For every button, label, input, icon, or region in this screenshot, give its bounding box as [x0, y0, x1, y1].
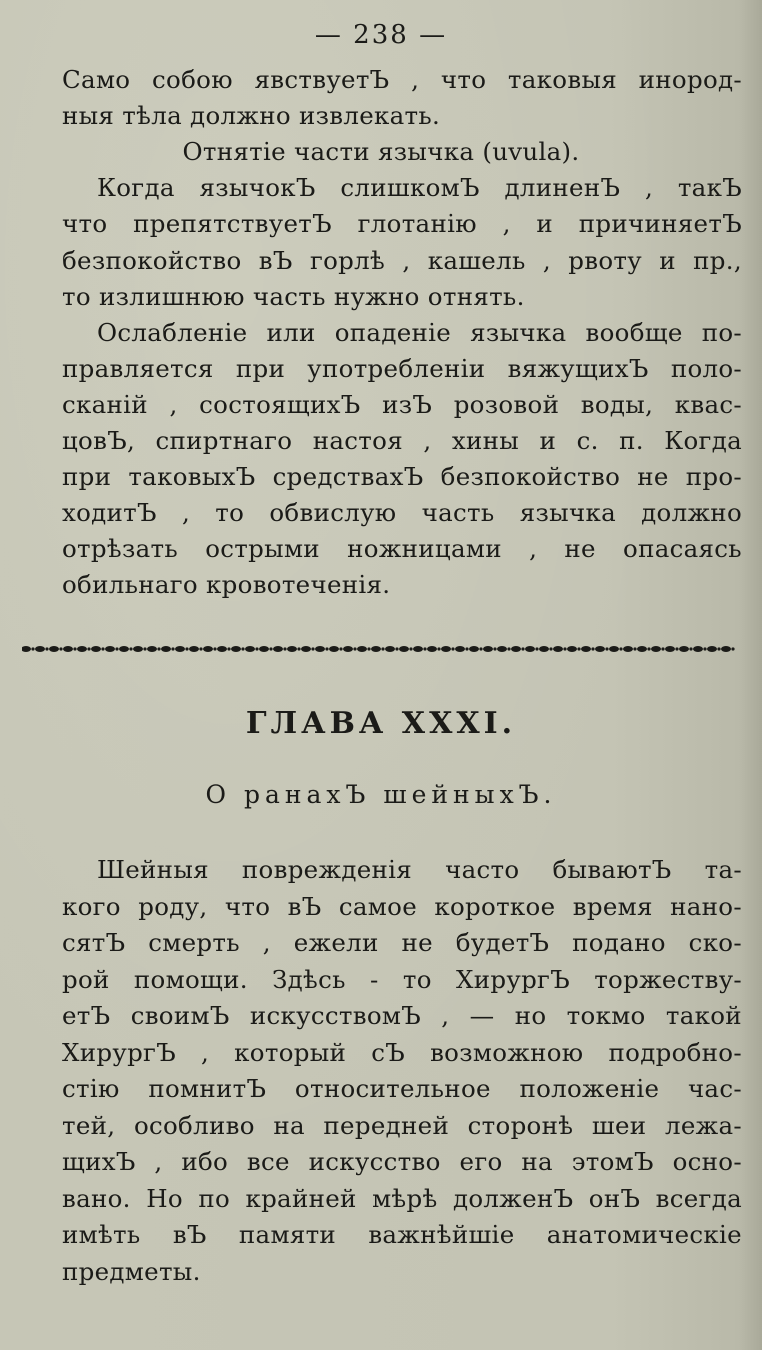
- text-line: тей, особливо на передней сторонѣ шеи лежа-: [62, 1111, 742, 1140]
- text-line: предметы.: [62, 1257, 201, 1286]
- text-line: обильнаго кровотеченія.: [62, 570, 391, 599]
- text-line: щихЪ , ибо все искусство его на этомЪ осно-: [62, 1147, 742, 1176]
- text-line: кого роду, что вЪ самое короткое время нано-: [62, 892, 742, 921]
- text-line: стію помнитЪ относительное положеніе час-: [62, 1074, 742, 1103]
- text-line: при таковыхЪ средствахЪ безпокойство не про-: [62, 462, 742, 491]
- text-line: имѣть вЪ памяти важнѣйшіе анатомическіе: [62, 1220, 742, 1249]
- text-line: вано. Но по крайней мѣрѣ долженЪ онЪ всегда: [62, 1184, 742, 1213]
- text-line: Ослабленіе или опаденіе язычка вообще по-: [97, 318, 742, 347]
- chapter-subtitle: О ранахЪ шейныхЪ.: [205, 780, 557, 809]
- text-line: Когда язычокЪ слишкомЪ длиненЪ , такЪ: [97, 173, 742, 202]
- text-line: ныя тѣла должно извлекать.: [62, 101, 441, 130]
- text-line: то излишнюю часть нужно отнять.: [62, 282, 525, 311]
- text-line: отрѣзать острыми ножницами , не опасаясь: [62, 534, 742, 563]
- text-line: безпокойство вЪ горлѣ , кашель , рвоту и пр.,: [62, 246, 742, 275]
- text-line: сятЪ смерть , ежели не будетЪ подано ско-: [62, 928, 742, 957]
- text-line: что препятствуетЪ глотанію , и причиняетЪ: [62, 209, 742, 238]
- text-line: правляется при употребленіи вяжущихЪ поло-: [62, 354, 742, 383]
- text-line: ходитЪ , то обвислую часть язычка должно: [62, 498, 742, 527]
- text-line: ХирургЪ , который сЪ возможною подробно-: [62, 1038, 742, 1067]
- text-line: цовЪ, спиртнаго настоя , хины и с. п. Когда: [62, 426, 742, 455]
- text-line: рой помощи. Здѣсь - то ХирургЪ торжеству-: [62, 965, 742, 994]
- text-line: етЪ своимЪ искусствомЪ , — но токмо такой: [62, 1001, 742, 1030]
- chapter-title: ГЛАВА XXXI.: [245, 706, 517, 741]
- text-line: Шейныя поврежденія часто бываютЪ та-: [97, 855, 742, 884]
- subheading: Отнятіе части язычка (uvula).: [182, 137, 580, 166]
- text-line: сканій , состоящихЪ изЪ розовой воды, квас-: [62, 390, 742, 419]
- decorative-divider: [22, 638, 742, 660]
- page-number: — 238 —: [314, 20, 448, 50]
- text-line: Само собою явствуетЪ , что таковыя инород-: [62, 65, 742, 94]
